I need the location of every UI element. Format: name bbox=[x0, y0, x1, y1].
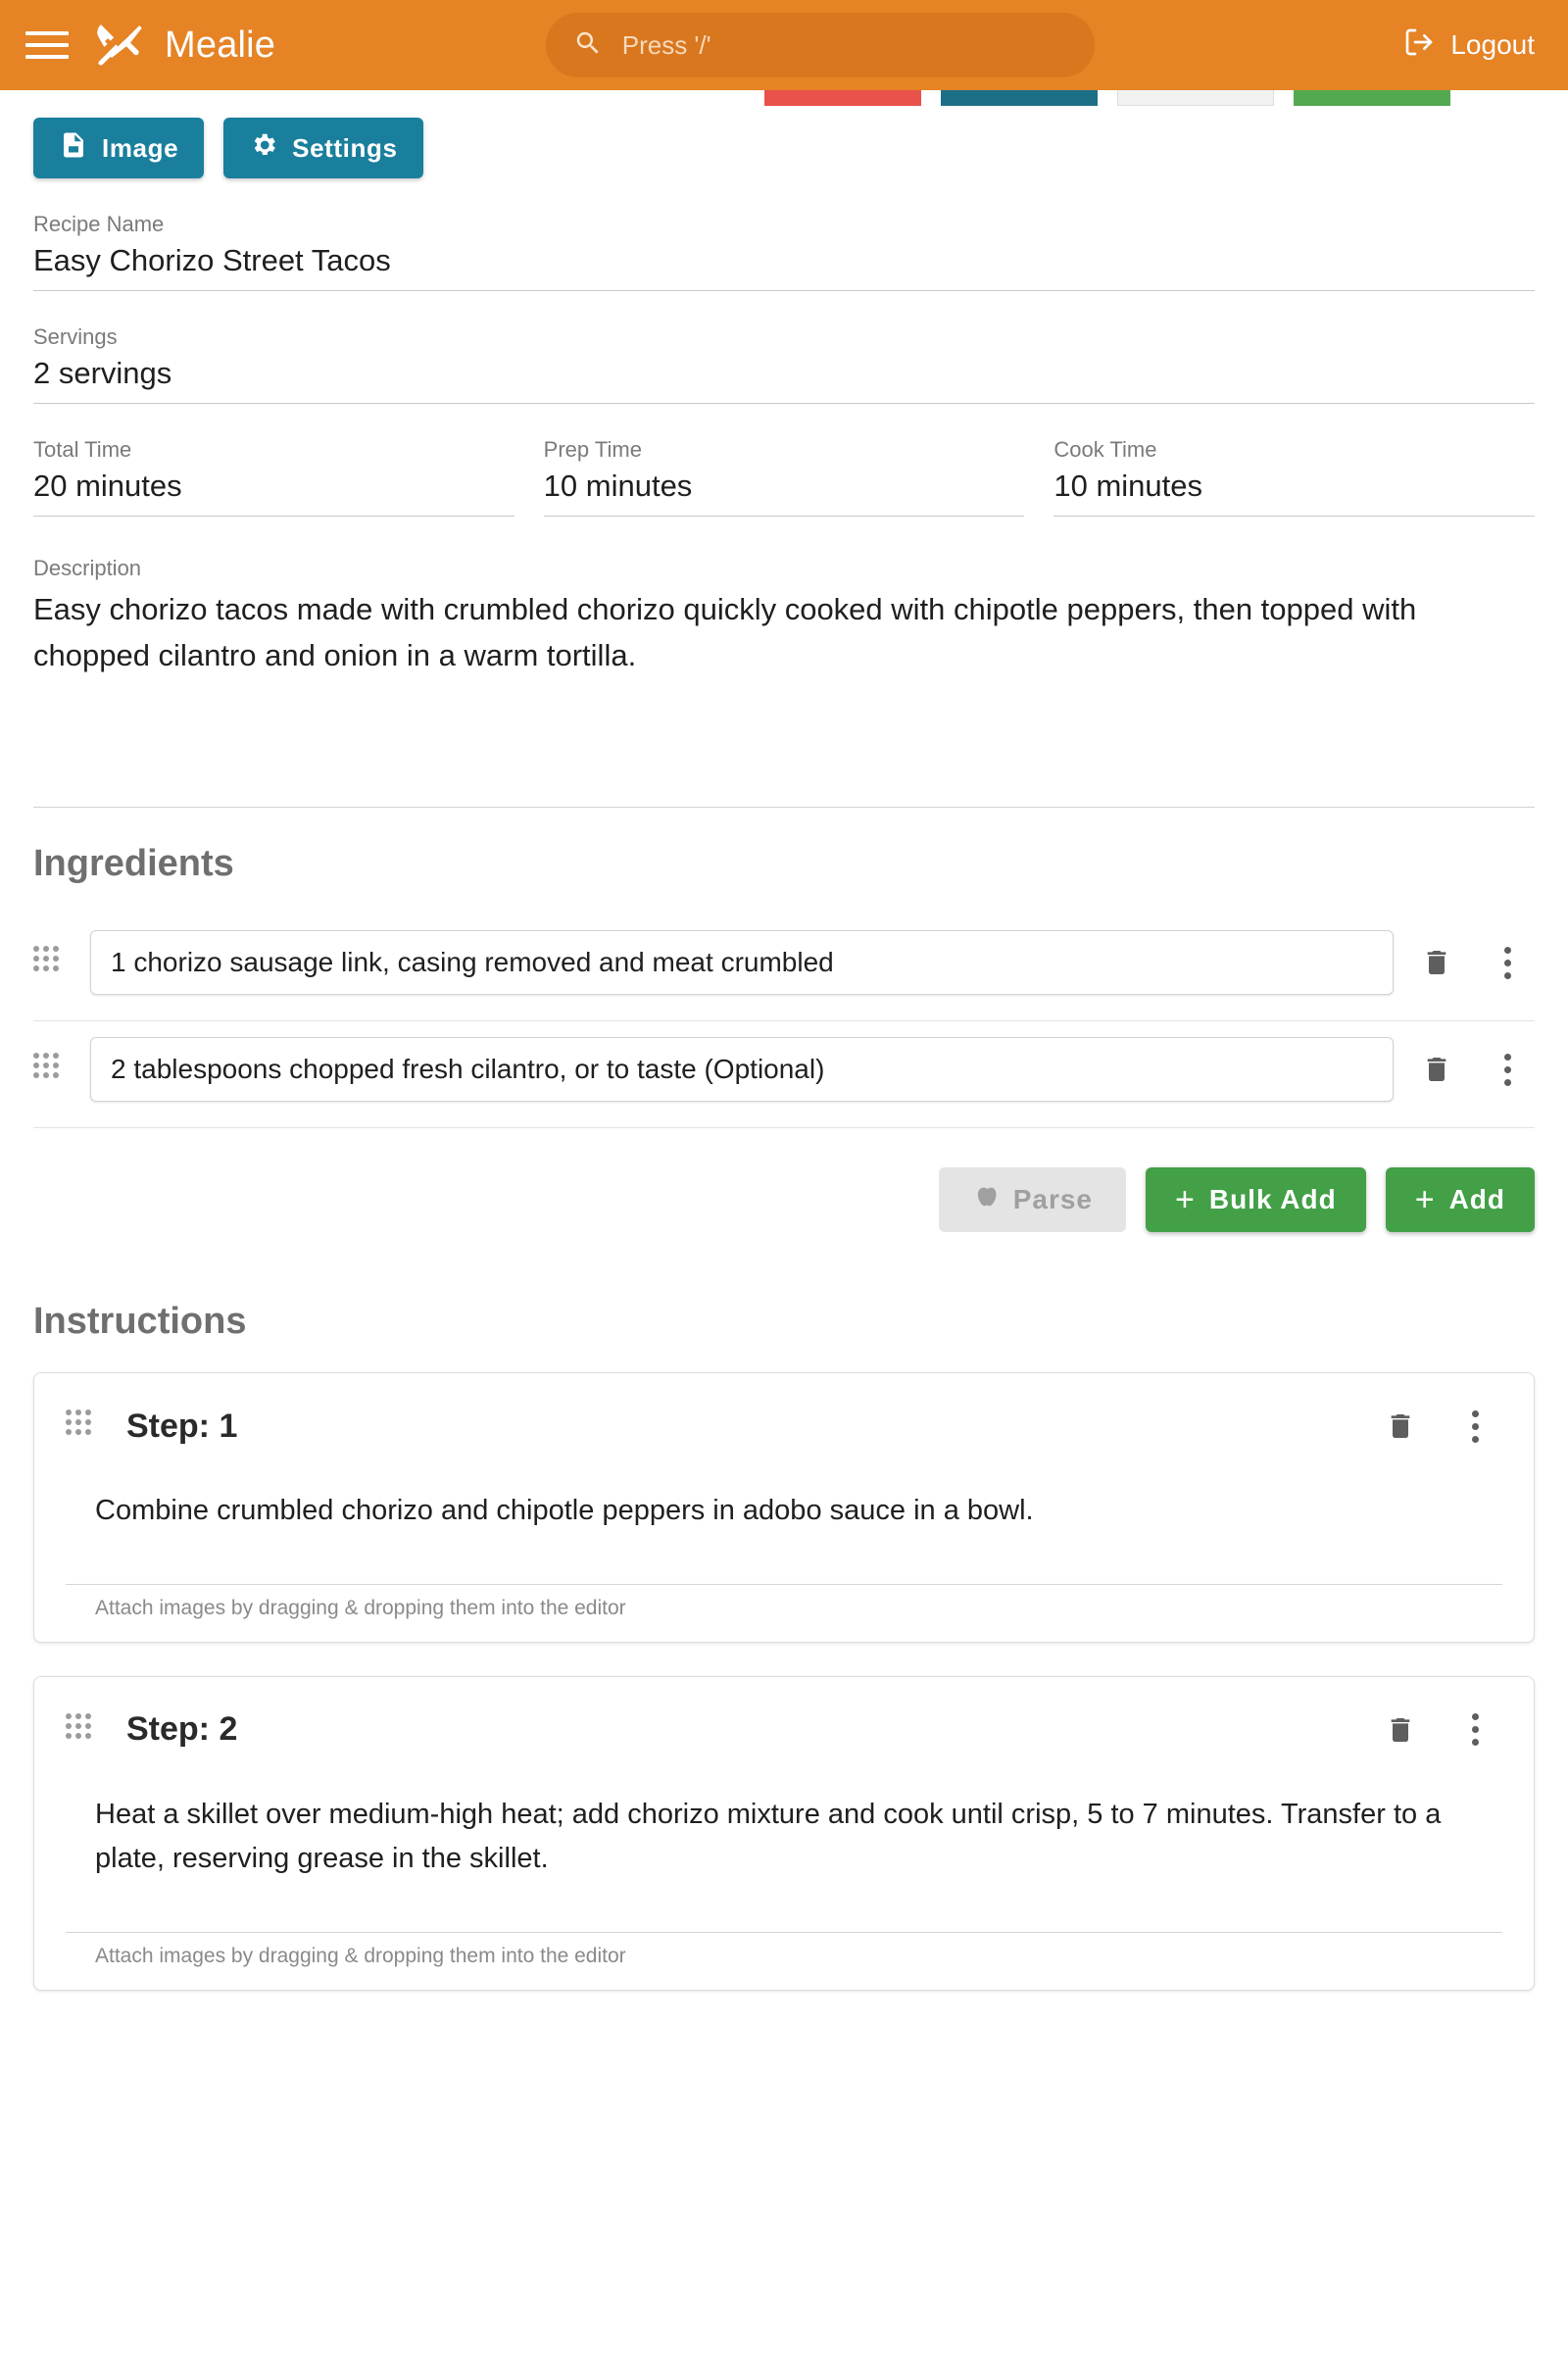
total-time-input[interactable]: 20 minutes bbox=[33, 469, 514, 517]
hamburger-icon[interactable] bbox=[25, 25, 69, 65]
attach-images-hint: Attach images by dragging & dropping them into the editor bbox=[66, 1932, 1502, 1968]
ingredient-menu-icon[interactable] bbox=[1480, 1042, 1535, 1097]
settings-button-label: Settings bbox=[292, 132, 398, 163]
cook-time-label: Cook Time bbox=[1054, 437, 1157, 462]
ingredient-input[interactable]: 2 tablespoons chopped fresh cilantro, or to taste (Optional) bbox=[90, 1037, 1394, 1102]
step-title: Step: 2 bbox=[126, 1710, 238, 1749]
drag-handle-icon[interactable] bbox=[66, 1713, 99, 1747]
image-button[interactable] bbox=[33, 118, 204, 178]
parse-button[interactable] bbox=[939, 1167, 1126, 1232]
bulk-add-button[interactable] bbox=[1146, 1167, 1366, 1232]
recipe-name-field[interactable] bbox=[33, 212, 1535, 291]
app-bar bbox=[0, 0, 1568, 90]
add-ingredient-button[interactable] bbox=[1386, 1167, 1535, 1232]
search-box[interactable] bbox=[546, 13, 1095, 77]
step-title: Step: 1 bbox=[126, 1407, 238, 1445]
ingredients-title: Ingredients bbox=[33, 843, 234, 884]
image-button-label: Image bbox=[102, 132, 179, 163]
search-input[interactable] bbox=[620, 29, 1067, 62]
prep-time-label: Prep Time bbox=[543, 437, 642, 462]
plus-icon: + bbox=[1414, 1181, 1436, 1218]
delete-icon[interactable] bbox=[1373, 1399, 1428, 1454]
brand[interactable] bbox=[94, 20, 275, 71]
editor-toolbar bbox=[33, 118, 1535, 178]
total-time-field[interactable] bbox=[33, 437, 514, 517]
servings-field[interactable] bbox=[33, 324, 1535, 404]
gear-icon bbox=[249, 130, 278, 167]
logout-button[interactable] bbox=[1364, 26, 1535, 65]
ingredient-row bbox=[33, 914, 1535, 1021]
times-row bbox=[33, 437, 1535, 517]
delete-icon[interactable] bbox=[1373, 1703, 1428, 1757]
servings-label: Servings bbox=[33, 324, 118, 349]
recipe-editor bbox=[0, 90, 1568, 1991]
section-divider bbox=[33, 807, 1535, 808]
drag-handle-icon[interactable] bbox=[33, 1053, 67, 1086]
description-input[interactable]: Easy chorizo tacos made with crumbled chorizo quickly cooked with chipotle peppers, then topped with chopped cilantro and onion in a warm tortilla. bbox=[33, 592, 1417, 672]
drag-handle-icon[interactable] bbox=[33, 946, 67, 979]
add-label: Add bbox=[1448, 1184, 1505, 1214]
ingredient-actions bbox=[33, 1167, 1535, 1232]
attach-images-hint: Attach images by dragging & dropping them into the editor bbox=[66, 1584, 1502, 1620]
cook-time-input[interactable]: 10 minutes bbox=[1054, 469, 1535, 517]
image-file-icon bbox=[59, 130, 88, 167]
bulk-add-label: Bulk Add bbox=[1208, 1184, 1337, 1214]
search-icon bbox=[573, 28, 603, 63]
step-text-editor[interactable]: Combine crumbled chorizo and chipotle peppers in adobo sauce in a bowl. bbox=[95, 1495, 1034, 1526]
settings-button[interactable] bbox=[223, 118, 422, 178]
drag-handle-icon[interactable] bbox=[66, 1409, 99, 1443]
instruction-step-card bbox=[33, 1372, 1535, 1643]
ingredient-input[interactable]: 1 chorizo sausage link, casing removed and meat crumbled bbox=[90, 930, 1394, 995]
step-header bbox=[66, 1399, 1502, 1454]
prep-time-field[interactable] bbox=[544, 437, 1025, 517]
delete-icon[interactable] bbox=[1409, 935, 1464, 990]
recipe-name-input[interactable]: Easy Chorizo Street Tacos bbox=[33, 243, 1535, 291]
step-text-editor[interactable]: Heat a skillet over medium-high heat; add chorizo mixture and cook until crisp, 5 to 7 minutes. Transfer to a plate, reserving grease in the skillet. bbox=[95, 1798, 1442, 1874]
ingredient-row bbox=[33, 1021, 1535, 1128]
logout-icon bbox=[1403, 26, 1435, 65]
recipe-name-label: Recipe Name bbox=[33, 212, 165, 236]
step-menu-icon[interactable] bbox=[1447, 1399, 1502, 1454]
fork-knife-icon bbox=[94, 20, 145, 71]
step-header bbox=[66, 1703, 1502, 1757]
total-time-label: Total Time bbox=[33, 437, 132, 462]
description-label: Description bbox=[33, 556, 142, 580]
instruction-step-card bbox=[33, 1676, 1535, 1991]
prep-time-input[interactable]: 10 minutes bbox=[544, 469, 1025, 517]
food-apple-icon bbox=[972, 1183, 1000, 1217]
brand-name: Mealie bbox=[165, 24, 276, 66]
cook-time-field[interactable] bbox=[1054, 437, 1535, 517]
parse-button-label: Parse bbox=[1012, 1184, 1093, 1214]
step-menu-icon[interactable] bbox=[1447, 1703, 1502, 1757]
ingredient-menu-icon[interactable] bbox=[1480, 935, 1535, 990]
logout-label: Logout bbox=[1450, 29, 1535, 60]
instructions-title: Instructions bbox=[33, 1301, 247, 1342]
description-field[interactable] bbox=[33, 556, 1535, 773]
delete-icon[interactable] bbox=[1409, 1042, 1464, 1097]
plus-icon: + bbox=[1175, 1181, 1196, 1218]
servings-input[interactable]: 2 servings bbox=[33, 356, 1535, 404]
